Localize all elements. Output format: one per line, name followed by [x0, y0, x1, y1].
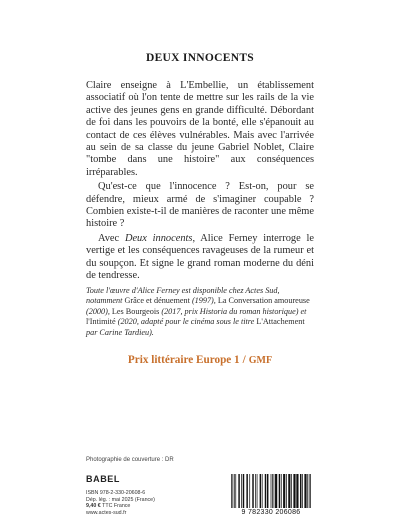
prize-name: Prix littéraire Europe 1	[127, 354, 240, 366]
barcode-bar	[302, 474, 303, 508]
barcode-bar	[309, 474, 310, 508]
isbn: ISBN 978-2-330-20608-6	[86, 490, 146, 496]
barcode-bar	[241, 474, 242, 508]
photo-credit: Photographie de couverture : DR	[86, 457, 174, 463]
summary-paragraph	[86, 233, 314, 283]
prize-organization: GMF	[248, 355, 273, 366]
work-title: Les Bourgeois	[111, 306, 160, 316]
barcode-bar	[246, 474, 247, 508]
barcode-bar	[307, 474, 308, 508]
work-title: l'Intimité	[86, 317, 116, 327]
works-text: Toute l'œuvre d'Alice Ferney est disponible chez Actes Sud, notamment	[86, 286, 280, 306]
barcode-bar	[252, 474, 253, 508]
summary-title-mention: Deux innocents	[124, 232, 193, 244]
price	[86, 503, 196, 510]
barcode-bar	[235, 474, 236, 508]
literary-prize	[0, 354, 400, 366]
barcode-bar	[255, 474, 256, 508]
barcode-bar	[243, 474, 244, 508]
works-text: par Carine Tardieu).	[86, 327, 154, 337]
barcode-bar	[275, 474, 277, 508]
publisher-name: BABEL	[86, 474, 120, 484]
works-text: (2000),	[86, 306, 112, 316]
barcode-bar	[304, 474, 306, 508]
barcode-bar	[231, 474, 232, 508]
prize-separator: /	[242, 354, 246, 366]
works-text: (1997),	[189, 296, 218, 306]
barcode-bar	[267, 474, 268, 508]
barcode-bar	[274, 474, 275, 508]
barcode-bar	[271, 474, 272, 508]
barcode-bar	[262, 474, 263, 508]
summary-text: Avec	[98, 232, 125, 244]
isbn-barcode	[228, 474, 314, 518]
work-title: La Conversation amoureuse	[217, 296, 310, 306]
barcode-bar	[257, 474, 258, 508]
works-text: (2017, prix Historia du roman historique) et	[159, 306, 307, 316]
summary-text: , Alice Ferney interroge le vertige et les conséquences ravageuses de la rumeur et du soupçon. Et signe le grand roman moderne du déni de tendresse.	[86, 232, 314, 282]
barcode-bar	[234, 474, 235, 508]
barcode-bar	[293, 474, 295, 508]
author-other-works	[86, 286, 314, 338]
publisher-website: www.actes-sud.fr	[86, 509, 127, 516]
price-suffix: TTC France	[100, 503, 131, 510]
barcode-bar	[300, 474, 301, 508]
barcode-bar	[260, 474, 261, 508]
publication-info	[86, 490, 196, 516]
legal-deposit: Dép. lég. : mai 2025 (France)	[86, 496, 155, 503]
barcode-digits: 9 782330 206086	[241, 509, 301, 516]
summary-paragraph: Claire enseigne à L'Embellie, un établissement associatif où l'on tente de mettre sur les rails de la vie active des jeunes gens en grande difficulté. Débordant de foi dans les pouvoirs de la bonté, elle s'épanouit au contact de ces élèves vulnérables. Mais avec l'arrivée au sein de sa classe du jeune Gabriel Noblet, Claire "tombe dans une histoire" aux conséquences irréparables.	[86, 80, 314, 178]
barcode-bar	[288, 474, 290, 508]
work-title: L'Attachement	[256, 317, 305, 327]
barcode-bar	[286, 474, 287, 508]
barcode-bar	[238, 474, 239, 508]
barcode-bars	[228, 474, 314, 510]
works-text: (2020, adapté pour le cinéma sous le titre	[115, 317, 257, 327]
barcode-bar	[272, 474, 273, 508]
book-title: DEUX INNOCENTS	[145, 52, 255, 64]
book-summary	[86, 80, 314, 283]
barcode-bar	[279, 474, 280, 508]
work-title: Grâce et dénuement	[124, 296, 190, 306]
barcode-bar	[283, 474, 285, 508]
barcode-bar	[291, 474, 292, 508]
barcode-bar	[265, 474, 266, 508]
barcode-bar	[310, 474, 311, 508]
barcode-bar	[281, 474, 282, 508]
barcode-bar	[249, 474, 250, 508]
barcode-bar	[296, 474, 298, 508]
barcode-bar	[232, 474, 233, 508]
price-value: 9,40 €	[86, 503, 101, 510]
summary-paragraph: Qu'est-ce que l'innocence ? Est-on, pour se défendre, mieux armé de s'imaginer coupable ? Combien existe-t-il de manières de raconter une même histoire ?	[86, 181, 314, 230]
